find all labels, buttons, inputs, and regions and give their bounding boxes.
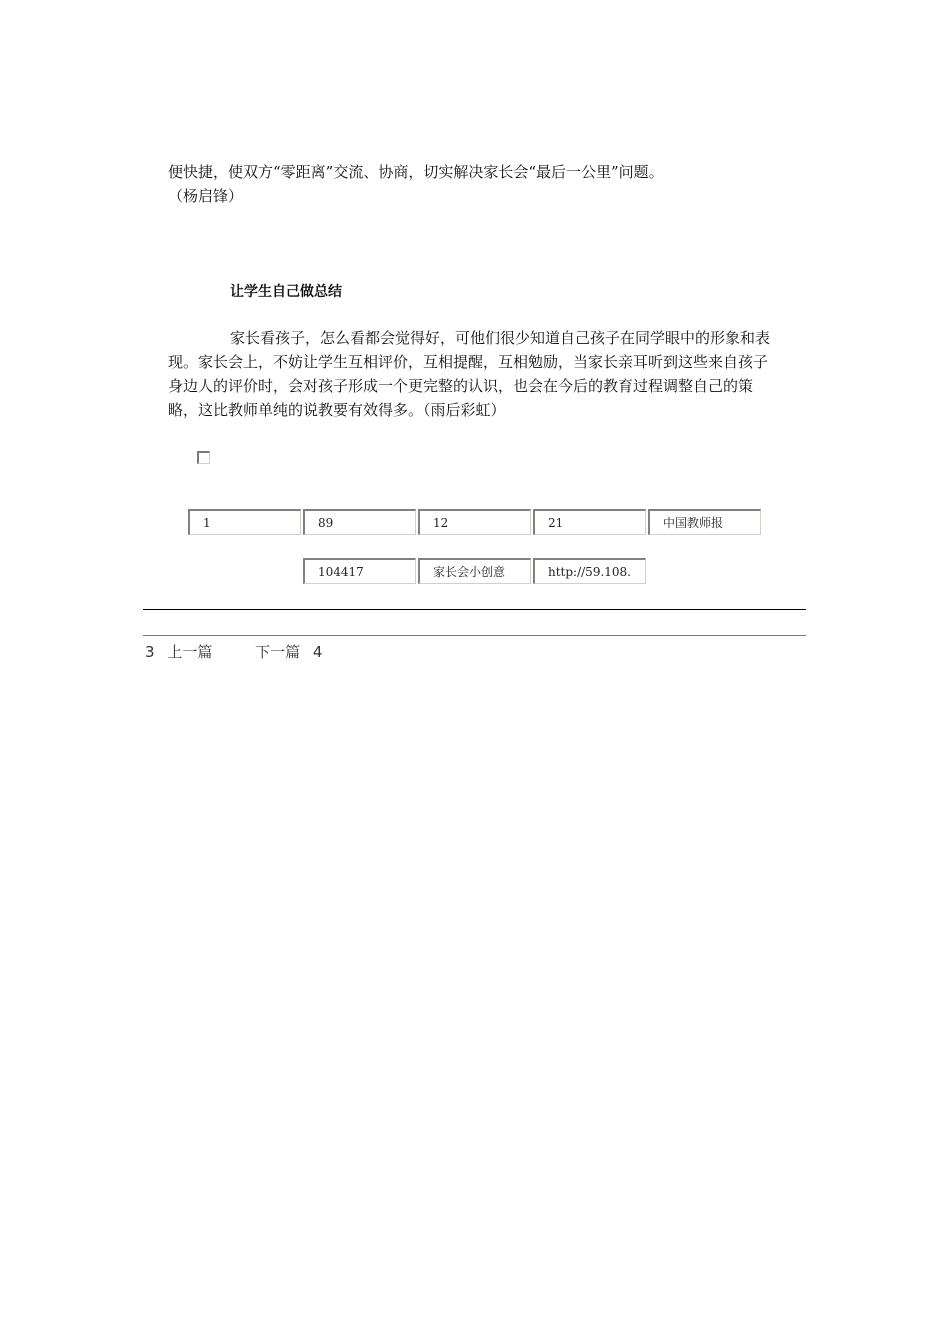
paragraph-continued [168, 160, 778, 208]
section-body: 家长看孩子，怎么看都会觉得好，可他们很少知道自己孩子在同学眼中的形象和表现。家长会上，不妨让学生互相评价，互相提醒，互相勉励，当家长亲耳听到这些来自孩子身边人的评价时，会对孩子形成一个更完整的认识，也会在今后的教育过程调整自己的策略，这比教师单纯的说教要有效得多。（雨后彩虹） [168, 329, 771, 419]
form-field-5[interactable]: 中国教师报 [648, 509, 761, 535]
section-heading: 让学生自己做总结 [230, 284, 342, 300]
prev-article-link[interactable]: 上一篇 [167, 643, 213, 661]
form-field-3[interactable]: 12 [418, 509, 531, 535]
prev-page-number: 3 [145, 643, 155, 661]
form-field-2[interactable]: 89 [303, 509, 416, 535]
divider [143, 635, 806, 636]
form-field-8[interactable]: http://59.108. [533, 558, 646, 584]
next-page-number: 4 [312, 643, 323, 661]
divider [143, 609, 806, 610]
paragraph-author: （杨启锋） [168, 187, 244, 205]
form-field-4[interactable]: 21 [533, 509, 646, 535]
form-field-6[interactable]: 104417 [303, 558, 416, 584]
form-field-7[interactable]: 家长会小创意 [418, 558, 531, 584]
page-navigation [145, 641, 322, 663]
next-article-link[interactable]: 下一篇 [255, 643, 301, 661]
checkbox[interactable] [197, 451, 210, 464]
form-field-1[interactable]: 1 [188, 509, 301, 535]
paragraph-line: 便快捷，使双方“零距离”交流、协商，切实解决家长会“最后一公里”问题。 [168, 163, 664, 181]
